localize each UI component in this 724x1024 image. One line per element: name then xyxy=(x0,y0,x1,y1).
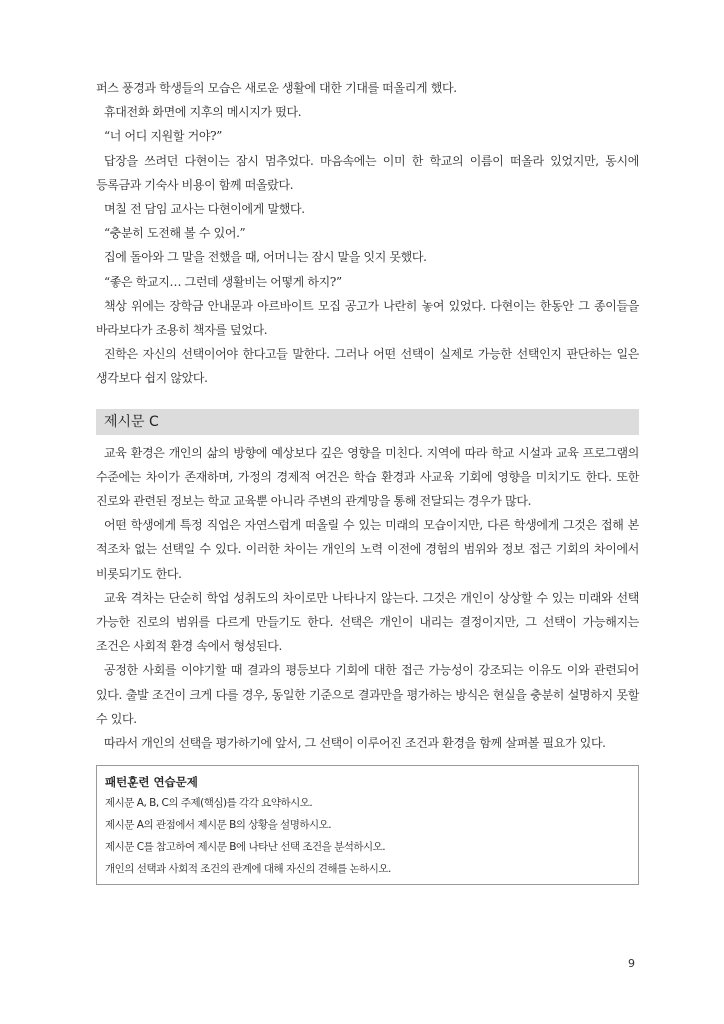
page-body xyxy=(96,76,639,885)
paragraph: 교육 환경은 개인의 삶의 방향에 예상보다 깊은 영향을 미친다. 지역에 따라 학교 시설과 교육 프로그램의 수준에는 차이가 존재하며, 가정의 경제적 여건은 학습 환경과 사교육 기회에 영향을 미치기도 한다. 또한 진로와 관련된 정보는 학교 교육뿐 아니라 주변의 관계망을 통해 전달되는 경우가 많다. xyxy=(96,445,639,509)
practice-box xyxy=(96,765,639,885)
paragraph: 따라서 개인의 선택을 평가하기에 앞서, 그 선택이 이루어진 조건과 환경을 함께 살펴볼 필요가 있다. xyxy=(104,736,606,751)
practice-question: 제시문 A의 관점에서 제시문 B의 상황을 설명하시오. xyxy=(105,819,332,832)
dialogue-line: “너 어디 지원할 거야?” xyxy=(104,129,222,144)
practice-question: 개인의 선택과 사회적 조건의 관계에 대해 자신의 견해를 논하시오. xyxy=(105,863,391,876)
passage-b xyxy=(96,76,639,391)
paragraph: 답장을 쓰려던 다현이는 잠시 멈추었다. 마음속에는 이미 한 학교의 이름이 떠올라 있었지만, 동시에 등록금과 기숙사 비용이 함께 떠올랐다. xyxy=(96,153,639,192)
paragraph: 책상 위에는 장학금 안내문과 아르바이트 모집 공고가 나란히 놓여 있었다. 다현이는 한동안 그 종이들을 바라보다가 조용히 책자를 덮었다. xyxy=(96,298,639,338)
dialogue-line: “충분히 도전해 볼 수 있어.” xyxy=(104,226,246,241)
paragraph: 며칠 전 담임 교사는 다현이에게 말했다. xyxy=(104,202,305,217)
practice-question: 제시문 C를 참고하여 제시문 B에 나타난 선택 조건을 분석하시오. xyxy=(105,841,386,854)
paragraph: 집에 돌아와 그 말을 전했을 때, 어머니는 잠시 말을 잇지 못했다. xyxy=(104,250,427,265)
paragraph: 어떤 학생에게 특정 직업은 자연스럽게 떠올릴 수 있는 미래의 모습이지만, 다른 학생에게 그것은 접해 본 적조차 없는 선택일 수 있다. 이러한 차이는 개인의 노력 이전에 경험의 범위와 정보 접근 기회의 차이에서 비롯되기도 한다. xyxy=(96,518,639,581)
dialogue-line: “좋은 학교지… 그런데 생활비는 어떻게 하지?” xyxy=(104,274,342,289)
passage-c xyxy=(96,441,639,756)
practice-title: 패턴훈련 연습문제 xyxy=(105,775,198,790)
section-heading-c: 제시문 C xyxy=(96,409,639,435)
paragraph: 교육 격차는 단순히 학업 성취도의 차이로만 나타나지 않는다. 그것은 개인이 상상할 수 있는 미래와 선택 가능한 진로의 범위를 다르게 만들기도 한다. 선택은 개인이 내리는 결정이지만, 그 선택이 가능해지는 조건은 사회적 환경 속에서 형성된다. xyxy=(96,590,639,654)
paragraph: 휴대전화 화면에 지후의 메시지가 떴다. xyxy=(104,105,302,120)
page-number: 9 xyxy=(628,957,635,970)
paragraph: 진학은 자신의 선택이어야 한다고들 말한다. 그러나 어떤 선택이 실제로 가능한 선택인지 판단하는 일은 생각보다 쉽지 않았다. xyxy=(96,347,639,386)
paragraph: 퍼스 풍경과 학생들의 모습은 새로운 생활에 대한 기대를 떠올리게 했다. xyxy=(96,81,457,95)
paragraph: 공정한 사회를 이야기할 때 결과의 평등보다 기회에 대한 접근 가능성이 강조되는 이유도 이와 관련되어 있다. 출발 조건이 크게 다를 경우, 동일한 기준으로 결과만을 평가하는 방식은 현실을 충분히 설명하지 못할 수 있다. xyxy=(96,663,639,726)
practice-question: 제시문 A, B, C의 주제(핵심)를 각각 요약하시오. xyxy=(105,797,313,810)
